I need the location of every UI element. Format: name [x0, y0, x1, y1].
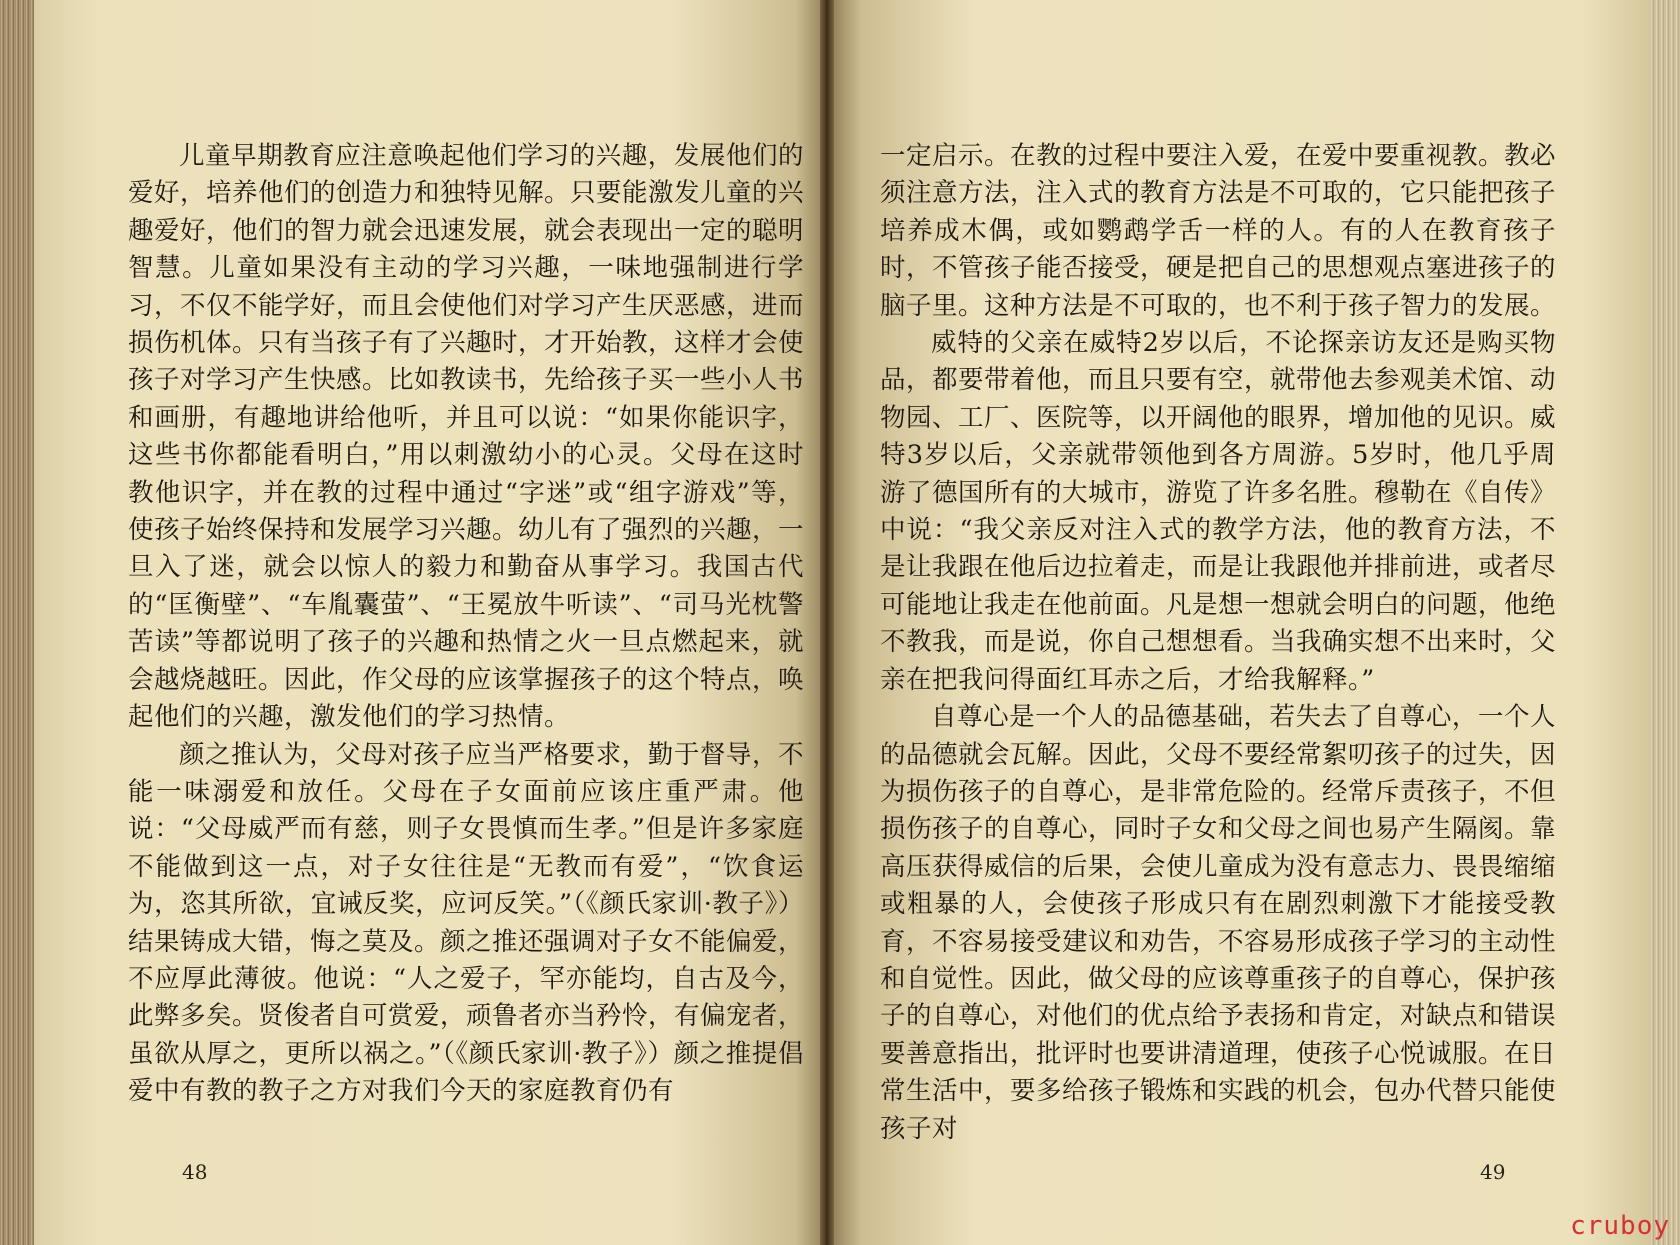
paragraph: 自尊心是一个人的品德基础，若失去了自尊心，一个人的品德就会瓦解。因此，父母不要经常絮叨孩子的过失，因为损伤孩子的自尊心，是非常危险的。经常斥责孩子，不但损伤孩子的自尊心，同时子女和父母之间也易产生隔阂。靠高压获得威信的后果，会使儿童成为没有意志力、畏畏缩缩或粗暴的人，会使孩子形成只有在剧烈刺激下才能接受教育，不容易接受建议和劝告，不容易形成孩子学习的主动性和自觉性。因此，做父母的应该尊重孩子的自尊心，保护孩子的自尊心，对他们的优点给予表扬和肯定，对缺点和错误要善意指出，批评时也要讲清道理，使孩子心悦诚服。在日常生活中，要多给孩子锻炼和实践的机会，包办代替只能使孩子对 — [880, 702, 1557, 1144]
page-number-left: 48 — [182, 1160, 208, 1184]
paragraph: 威特的父亲在威特2岁以后，不论探亲访友还是购买物品，都要带着他，而且只要有空，就带他去参观美术馆、动物园、工厂、医院等，以开阔他的眼界，增加他的见识。威特3岁以后，父亲就带领他到各方周游。5岁时，他几乎周游了德国所有的大城市，游览了许多名胜。穆勒在《自传》中说：“我父亲反对注入式的教学方法，他的教育方法，不是让我跟在他后边拉着走，而是让我跟他并排前进，或者尽可能地让我走在他前面。凡是想一想就会明白的问题，他绝不教我，而是说，你自己想想看。当我确实想不出来时，父亲在把我问得面红耳赤之后，才给我解释。” — [880, 328, 1557, 695]
right-page-text — [880, 138, 1556, 1148]
page-number-right: 49 — [1480, 1160, 1506, 1184]
paragraph: 儿童早期教育应注意唤起他们学习的兴趣，发展他们的爱好，培养他们的创造力和独特见解。只要能激发儿童的兴趣爱好，他们的智力就会迅速发展，就会表现出一定的聪明智慧。儿童如果没有主动的学习兴趣，一味地强制进行学习，不仅不能学好，而且会使他们对学习产生厌恶感，进而损伤机体。只有当孩子有了兴趣时，才开始教，这样才会使孩子对学习产生快感。比如教读书，先给孩子买一些小人书和画册，有趣地讲给他听，并且可以说：“如果你能识字，这些书你都能看明白，”用以刺激幼小的心灵。父母在这时教他识字，并在教的过程中通过“字迷”或“组字游戏”等，使孩子始终保持和发展学习兴趣。幼儿有了强烈的兴趣，一旦入了迷，就会以惊人的毅力和勤奋从事学习。我国古代的“匡衡壁”、“车胤囊萤”、“王冕放牛听读”、“司马光枕警苦读”等都说明了孩子的兴趣和热情之火一旦点燃起来，就会越烧越旺。因此，作父母的应该掌握孩子的这个特点，唤起他们的兴趣，激发他们的学习热情。 — [128, 141, 805, 733]
paragraph-continuation: 一定启示。在教的过程中要注入爱，在爱中要重视教。教必须注意方法，注入式的教育方法是不可取的，它只能把孩子培养成木偶，或如鹦鹉学舌一样的人。有的人在教育孩子时，不管孩子能否接受，硬是把自己的思想观点塞进孩子的脑子里。这种方法是不可取的，也不利于孩子智力的发展。 — [880, 141, 1557, 321]
page-edges-left — [0, 0, 34, 1245]
watermark: cruboy — [1570, 1211, 1670, 1241]
book-gutter — [820, 0, 834, 1245]
paragraph: 颜之推认为，父母对孩子应当严格要求，勤于督导，不能一味溺爱和放任。父母在子女面前应该庄重严肃。他说：“父母威严而有慈，则子女畏慎而生孝。”但是许多家庭不能做到这一点，对子女往往是“无教而有爱”，“饮食运为，恣其所欲，宜诫反奖，应诃反笑。”（《颜氏家训·教子》）结果铸成大错，悔之莫及。颜之推还强调对子女不能偏爱，不应厚此薄彼。他说：“人之爱子，罕亦能均，自古及今，此弊多矣。贤俊者自可赏爱，顽鲁者亦当矜怜，有偏宠者，虽欲从厚之，更所以祸之。”（《颜氏家训·教子》）颜之推提倡爱中有教的教子之方对我们今天的家庭教育仍有 — [128, 739, 805, 1107]
page-edges-right — [1650, 0, 1680, 1245]
left-page-text — [128, 138, 804, 1111]
